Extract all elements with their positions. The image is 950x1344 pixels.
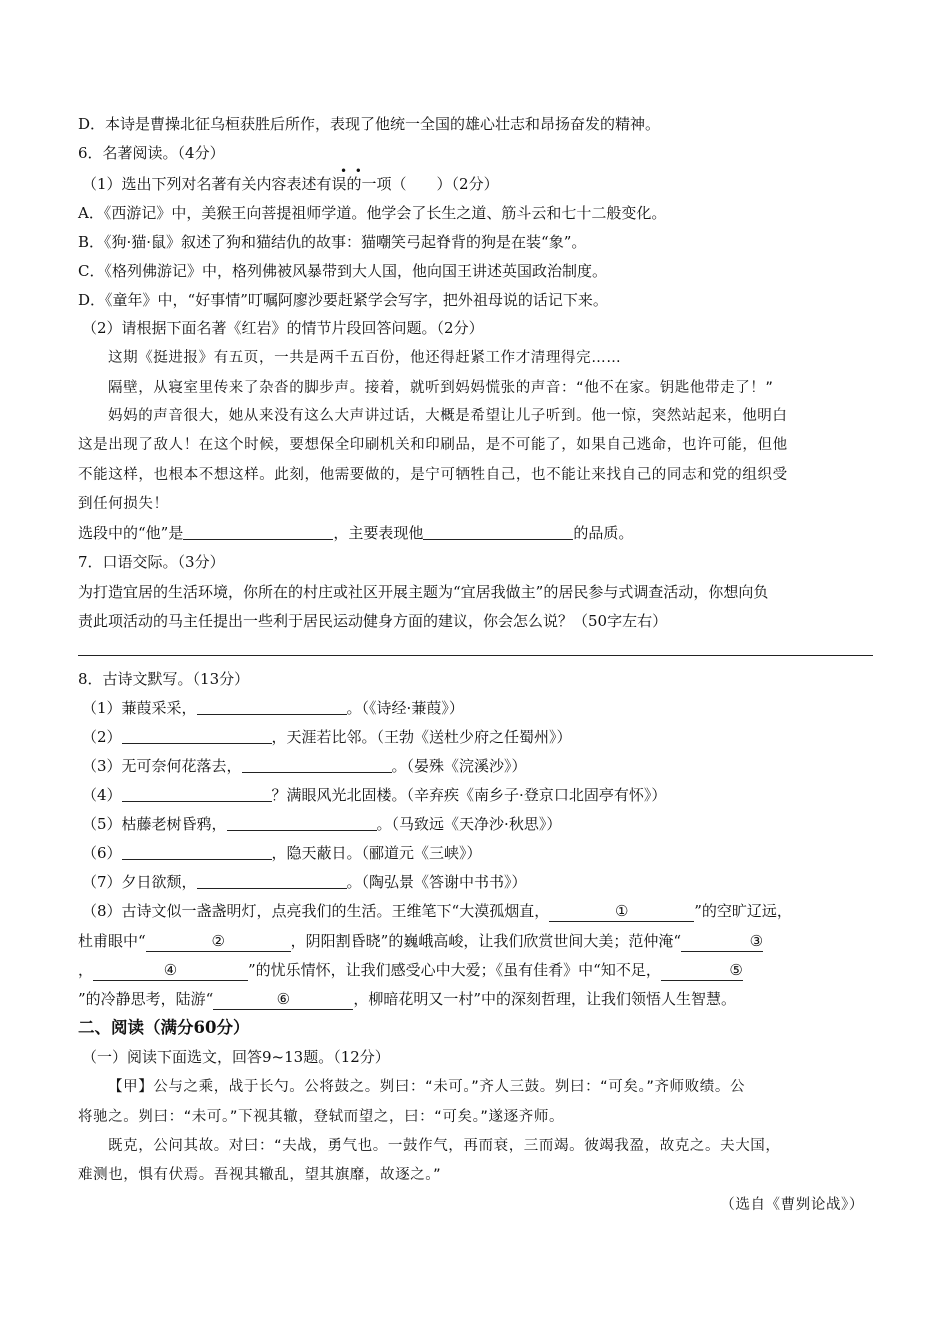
- answer-blank[interactable]: [122, 728, 272, 744]
- q7-text: 为打造宜居的生活环境，你所在的村庄或社区开展主题为“宜居我做主”的居民参与式调查活动，你想向负: [78, 583, 769, 601]
- item-text: （7）夕日欲颓，: [82, 873, 197, 891]
- fill-text: 选段中的“他”是: [78, 524, 184, 542]
- answer-blank[interactable]: [122, 786, 272, 802]
- classical-text: 难测也，惧有伏焉。吾视其辙乱，望其旗靡，故逐之。”: [78, 1167, 442, 1183]
- q8-item-8-cont: [78, 960, 743, 981]
- q6-option-b: B．《狗·猫·鼠》叙述了狗和猫结仇的故事：猫嘲笑弓起脊背的狗是在装“象”。: [78, 233, 587, 251]
- passage-line: 隔壁，从寝室里传来了杂沓的脚步声。接着，就听到妈妈慌张的声音：“他不在家。钥匙他带走了！”: [108, 380, 774, 396]
- passage-line: 妈妈的声音很大，她从来没有这么大声讲过话，大概是希望让儿子听到。他一惊，突然站起来，他明白: [108, 408, 788, 424]
- fill-text: ，主要表现他: [333, 524, 424, 542]
- answer-blank-4[interactable]: [93, 960, 248, 981]
- q6-fill-line: [78, 523, 633, 543]
- blank-marker: ③: [749, 932, 764, 950]
- item-text: ，隐天蔽日。（郦道元《三峡》）: [271, 844, 482, 862]
- fill-text: 的品质。: [573, 524, 634, 542]
- item-text: ，天涯若比邻。（王勃《送杜少府之任蜀州》）: [271, 728, 572, 746]
- passage-line: 不能这样，也根本不想这样。此刻，他需要做的，是宁可牺牲自己，也不能让来找自己的同志和党的组织受: [78, 467, 788, 483]
- q7-heading: 7．口语交际。（3分）: [78, 553, 225, 571]
- classical-text: 既克，公问其故。对曰：“夫战，勇气也。一鼓作气，再而衰，三而竭。彼竭我盈，故克之。夫大国，: [108, 1138, 781, 1154]
- item-text: （2）: [82, 728, 122, 746]
- answer-blank[interactable]: [242, 757, 392, 773]
- blank-marker: ②: [211, 932, 225, 950]
- item-text: 。（陶弘景《答谢中书书》）: [346, 873, 527, 891]
- item-text: 杜甫眼中“: [78, 932, 146, 950]
- q6-option-c: C．《格列佛游记》中，格列佛被风暴带到大人国，他向国王讲述英国政治制度。: [78, 262, 607, 280]
- section-heading: 二、阅读（满分60分）: [78, 1018, 250, 1037]
- answer-blank-3[interactable]: [681, 931, 763, 952]
- q7-text: 责此项活动的马主任提出一些利于居民运动健身方面的建议，你会怎么说？（50字左右）: [78, 612, 668, 630]
- q8-item-4: [82, 785, 666, 805]
- item-text: ，: [78, 961, 94, 979]
- answer-blank-1[interactable]: [549, 901, 694, 922]
- q6-option-a: A．《西游记》中，美猴王向菩提祖师学道。他学会了长生之道、筋斗云和七十二般变化。: [78, 204, 667, 222]
- blank-marker: ①: [614, 902, 629, 920]
- q6-part1: （1）选出下列对名著有关内容表述有误的一项（ ）（2分）: [82, 175, 499, 193]
- answer-line[interactable]: [78, 655, 873, 656]
- source-citation: （选自《曹刿论战》）: [720, 1197, 864, 1213]
- q8-heading: 8．古诗文默写。（13分）: [78, 670, 250, 688]
- q8-item-2: [82, 727, 572, 747]
- item-text: （5）枯藤老树昏鸦，: [82, 815, 227, 833]
- answer-blank[interactable]: [197, 699, 347, 715]
- item-text: （6）: [82, 844, 122, 862]
- answer-blank[interactable]: [197, 873, 347, 889]
- item-text: ”的冷静思考，陆游“: [78, 990, 214, 1008]
- answer-blank[interactable]: [423, 524, 573, 540]
- item-text: 。（《诗经·蒹葭》）: [346, 699, 464, 717]
- item-text: ”的忧乐情怀，让我们感受心中大爱；《虽有佳肴》中“知不足，: [248, 961, 661, 979]
- answer-blank-2[interactable]: [146, 931, 291, 952]
- item-text: 。（晏殊《浣溪沙》）: [391, 757, 527, 775]
- passage-line: 这期《挺进报》有五页，一共是两千五百份，他还得赶紧工作才清理得完……: [108, 350, 622, 366]
- q8-item-1: [82, 698, 464, 718]
- blank-marker: ⑤: [729, 961, 743, 979]
- q8-item-3: [82, 756, 527, 776]
- emphasis-dots: • •: [340, 164, 362, 178]
- answer-blank[interactable]: [183, 524, 333, 540]
- item-text: ”的空旷辽远，: [694, 902, 792, 920]
- q8-item-7: [82, 872, 527, 892]
- q8-item-8-cont: [78, 931, 763, 952]
- answer-blank[interactable]: [227, 815, 377, 831]
- section-subheading: （一）阅读下面选文，回答9~13题。（12分）: [82, 1048, 390, 1066]
- item-text: （3）无可奈何花落去，: [82, 757, 242, 775]
- answer-blank-6[interactable]: [213, 989, 353, 1010]
- passage-line: 到任何损失！: [78, 496, 169, 512]
- item-text: （8）古诗文似一盏盏明灯，点亮我们的生活。王维笔下“大漠孤烟直，: [82, 902, 550, 920]
- item-text: （1）蒹葭采采，: [82, 699, 197, 717]
- q6-option-d: D．《童年》中，“好事情”叮嘱阿廖沙要赶紧学会写字，把外祖母说的话记下来。: [78, 291, 608, 309]
- answer-blank[interactable]: [122, 844, 272, 860]
- q8-item-8-cont: [78, 989, 736, 1010]
- passage-line: 这是出现了敌人！在这个时候，要想保全印刷机关和印刷品，是不可能了，如果自己逃命，也许可能，但他: [78, 437, 788, 453]
- classical-text: 【甲】公与之乘，战于长勺。公将鼓之。刿曰：“未可。”齐人三鼓。刿曰：“可矣。”齐师败绩。公: [108, 1079, 746, 1095]
- blank-marker: ④: [163, 961, 178, 979]
- q6-part2: （2）请根据下面名著《红岩》的情节片段回答问题。（2分）: [82, 319, 484, 337]
- q8-item-6: [82, 843, 482, 863]
- item-text: ，柳暗花明又一村”中的深刻哲理，让我们领悟人生智慧。: [353, 990, 737, 1008]
- q8-item-8: [82, 901, 792, 922]
- q6-heading: 6．名著阅读。（4分）: [78, 144, 225, 162]
- item-text: 。（马致远《天净沙·秋思》）: [376, 815, 562, 833]
- answer-blank-5[interactable]: [661, 960, 743, 981]
- item-text: ？满眼风光北固楼。（辛弃疾《南乡子·登京口北固亭有怀》）: [271, 786, 667, 804]
- classical-text: 将驰之。刿曰：“未可。”下视其辙，登轼而望之，曰：“可矣。”遂逐齐师。: [78, 1109, 565, 1125]
- blank-marker: ⑥: [276, 990, 291, 1008]
- q5-option-d: D．本诗是曹操北征乌桓获胜后所作，表现了他统一全国的雄心壮志和昂扬奋发的精神。: [78, 115, 661, 133]
- item-text: （4）: [82, 786, 122, 804]
- item-text: ，阴阳割昏晓”的巍峨高峻，让我们欣赏世间大美；范仲淹“: [290, 932, 682, 950]
- q8-item-5: [82, 814, 561, 834]
